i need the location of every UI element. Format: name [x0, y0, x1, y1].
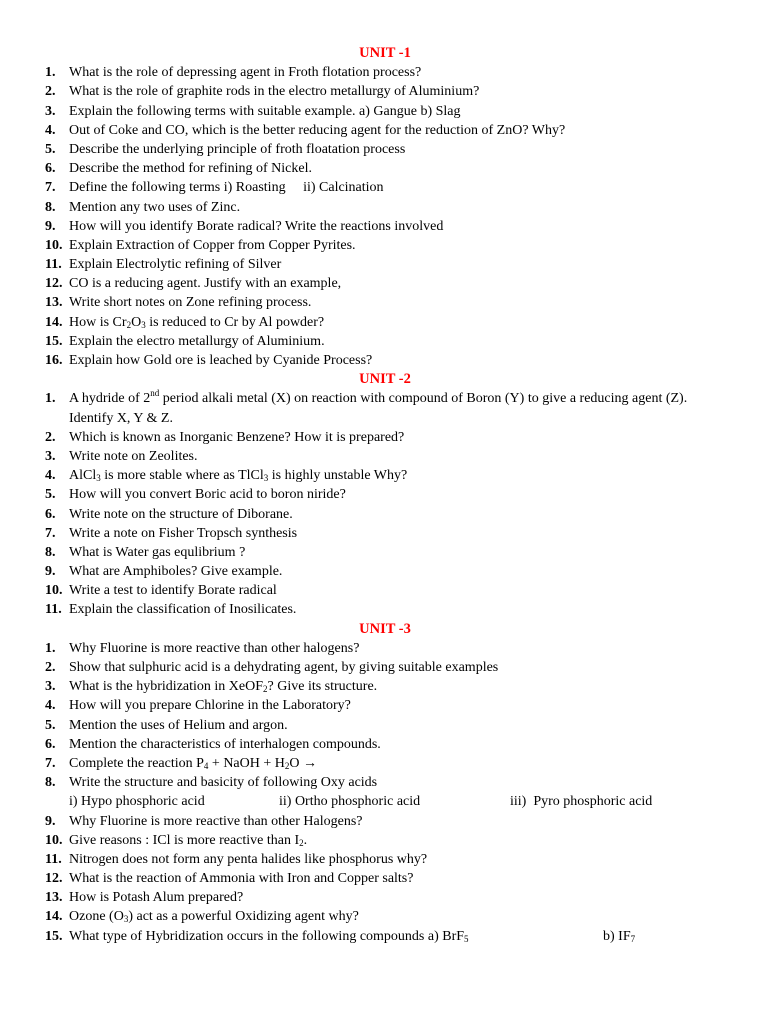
question-number: 4. — [45, 698, 56, 714]
question-text: What is the reaction of Ammonia with Iron and Copper salts? — [69, 871, 414, 887]
question-number: 11. — [45, 851, 62, 867]
question-text — [69, 313, 729, 332]
question-item — [0, 178, 768, 197]
question-text: How will you identify Borate radical? Write the reactions involved — [69, 218, 444, 234]
question-text: What are Amphiboles? Give example. — [69, 564, 283, 580]
subscript: 3 — [141, 319, 146, 330]
question-number: 1. — [45, 391, 56, 407]
sub-option: iii) Pyro phosphoric acid — [510, 794, 653, 810]
unit-heading: UNIT -1 — [359, 45, 411, 61]
question-item — [0, 63, 768, 82]
question-number: 13. — [45, 890, 63, 906]
question-text — [69, 831, 729, 850]
subscript: 3 — [263, 473, 269, 484]
question-number: 11. — [45, 257, 62, 273]
question-text: Write a note on Fisher Tropsch synthesis — [69, 525, 298, 541]
question-text: How will you prepare Chlorine in the Laboratory? — [69, 698, 351, 714]
question-text: Out of Coke and CO, which is the better reducing agent for the reduction of ZnO? Why? — [69, 122, 566, 138]
question-document — [0, 44, 768, 946]
question-text: Why Fluorine is more reactive than other halogens? — [69, 640, 360, 656]
question-number: 1. — [45, 640, 56, 656]
question-text: Show that sulphuric acid is a dehydrating agent, by giving suitable examples — [69, 660, 499, 676]
question-number: 9. — [45, 813, 56, 829]
question-text: Explain Extraction of Copper from Copper Pyrites. — [69, 237, 356, 253]
question-number: 10. — [45, 237, 63, 253]
question-item — [0, 658, 768, 677]
text-fragment: . — [303, 832, 308, 848]
subscript: 3 — [96, 473, 101, 484]
unit-heading: UNIT -2 — [359, 371, 411, 388]
question-item — [0, 907, 768, 926]
question-item — [0, 543, 768, 562]
subscript: 3 — [123, 914, 129, 925]
subscript: 2 — [284, 760, 290, 771]
question-item — [0, 524, 768, 543]
question-item — [0, 389, 768, 427]
question-text: CO is a reducing agent. Justify with an example, — [69, 276, 342, 292]
question-number: 10. — [45, 583, 63, 599]
question-item — [0, 274, 768, 293]
question-item — [0, 313, 768, 332]
question-item — [0, 121, 768, 140]
text-fragment: A hydride of 2 — [69, 391, 151, 407]
question-number: 2. — [45, 84, 56, 100]
question-text: Write short notes on Zone refining process. — [69, 295, 312, 311]
question-item — [0, 140, 768, 159]
question-number: 14. — [45, 314, 63, 330]
question-text: Write a test to identify Borate radical — [69, 583, 277, 599]
text-fragment: ) act as a powerful Oxidizing agent why? — [128, 909, 359, 925]
question-text: Mention any two uses of Zinc. — [69, 199, 241, 215]
subscript: 5 — [464, 933, 469, 944]
text-fragment: ? Give its structure. — [267, 679, 378, 695]
question-number: 12. — [45, 871, 63, 887]
question-number: 9. — [45, 218, 56, 234]
question-text — [69, 754, 729, 773]
unit-heading: UNIT -3 — [359, 620, 411, 637]
question-number: 5. — [45, 141, 56, 157]
subscript: 7 — [630, 933, 636, 944]
question-text — [69, 389, 729, 427]
text-fragment: O — [131, 314, 142, 330]
question-number: 3. — [45, 448, 56, 464]
question-text — [69, 677, 729, 696]
question-item — [0, 236, 768, 255]
question-text — [69, 466, 729, 485]
question-text: Mention the characteristics of interhalogen compounds. — [69, 736, 381, 752]
question-item — [0, 332, 768, 351]
question-text: Write note on Zeolites. — [69, 448, 198, 464]
question-text: Nitrogen does not form any penta halides like phosphorus why? — [69, 851, 428, 867]
question-number: 4. — [45, 468, 56, 484]
question-number: 7. — [45, 755, 56, 771]
question-item — [0, 735, 768, 754]
text-fragment: is highly unstable Why? — [268, 468, 408, 484]
question-text: Explain the electro metallurgy of Aluminium. — [69, 333, 325, 349]
question-number: 15. — [45, 333, 63, 349]
question-number: 5. — [45, 487, 56, 503]
superscript: nd — [150, 388, 160, 399]
question-number: 3. — [45, 103, 56, 119]
text-fragment: O → — [289, 755, 317, 771]
text-fragment: + NaOH + H — [208, 755, 285, 771]
question-text: Define the following terms i) Roasting ii) Calcination — [69, 180, 384, 196]
question-number: 14. — [45, 909, 63, 925]
subscript: 2 — [263, 684, 268, 695]
question-item — [0, 639, 768, 658]
question-text: Describe the underlying principle of froth floatation process — [69, 141, 406, 157]
question-item — [0, 773, 768, 792]
subscript: 2 — [299, 837, 304, 848]
text-fragment: Give reasons : ICl is more reactive than I — [69, 832, 300, 848]
question-number: 8. — [45, 199, 56, 215]
question-item — [0, 581, 768, 600]
question-text: How will you convert Boric acid to boron niride? — [69, 487, 346, 503]
question-number: 5. — [45, 717, 56, 733]
question-text: What is the role of graphite rods in the electro metallurgy of Aluminium? — [69, 84, 480, 100]
question-number: 6. — [45, 161, 56, 177]
text-fragment: How is Cr — [69, 314, 127, 330]
subscript: 2 — [126, 319, 132, 330]
question-number: 6. — [45, 736, 56, 752]
question-text: What is Water gas equlibrium ? — [69, 544, 246, 560]
question-text: Mention the uses of Helium and argon. — [69, 717, 288, 733]
question-item — [0, 505, 768, 524]
question-item — [0, 696, 768, 715]
question-item — [0, 850, 768, 869]
question-item — [0, 217, 768, 236]
text-fragment: is reduced to Cr by Al powder? — [145, 314, 325, 330]
question-number: 11. — [45, 602, 62, 618]
question-text — [69, 907, 729, 926]
question-text: Describe the method for refining of Nickel. — [69, 161, 312, 177]
question-item — [0, 351, 768, 370]
question-text: What is the role of depressing agent in Froth flotation process? — [69, 65, 422, 81]
question-text: Write the structure and basicity of following Oxy acids — [69, 775, 378, 791]
question-item — [0, 255, 768, 274]
question-item — [0, 812, 768, 831]
text-fragment: What is the hybridization in XeOF — [69, 679, 264, 695]
question-item — [0, 754, 768, 773]
question-text: Explain Electrolytic refining of Silver — [69, 257, 282, 273]
question-item — [0, 447, 768, 466]
question-item — [0, 888, 768, 907]
question-item — [0, 600, 768, 619]
sub-options-row — [0, 792, 768, 811]
text-fragment: AlCl — [69, 468, 97, 484]
question-number: 15. — [45, 928, 63, 944]
text-fragment: is more stable where as TlCl — [100, 468, 264, 484]
question-item — [0, 102, 768, 121]
question-item — [0, 293, 768, 312]
question-item — [0, 428, 768, 447]
question-item — [0, 716, 768, 735]
question-item — [0, 485, 768, 504]
question-text: How is Potash Alum prepared? — [69, 890, 244, 906]
question-number: 9. — [45, 564, 56, 580]
question-number: 13. — [45, 295, 63, 311]
question-number: 2. — [45, 660, 56, 676]
question-text: Explain how Gold ore is leached by Cyanide Process? — [69, 353, 373, 368]
question-text: Write note on the structure of Diborane. — [69, 506, 293, 522]
question-text: Which is known as Inorganic Benzene? How it is prepared? — [69, 429, 405, 445]
question-text: Why Fluorine is more reactive than other Halogens? — [69, 813, 363, 829]
sub-option: ii) Ortho phosphoric acid — [279, 794, 421, 810]
question-text: Explain the following terms with suitable example. a) Gangue b) Slag — [69, 103, 461, 119]
question-item — [0, 82, 768, 101]
question-number: 16. — [45, 353, 63, 368]
question-number: 8. — [45, 544, 56, 560]
question-number: 12. — [45, 276, 63, 292]
text-fragment: Complete the reaction P — [69, 755, 204, 771]
question-number: 10. — [45, 832, 63, 848]
subscript: 4 — [203, 760, 209, 771]
question-number: 8. — [45, 775, 56, 791]
question-text: Explain the classification of Inosilicates. — [69, 602, 297, 618]
question-number: 2. — [45, 429, 56, 445]
text-fragment: What type of Hybridization occurs in the following compounds a) BrF — [69, 928, 465, 944]
question-item — [0, 466, 768, 485]
text-fragment: period alkali metal (X) on reaction with compound of Boron (Y) to give a reducing agent (Z). Identify X, Y & Z. — [69, 391, 688, 426]
question-item — [0, 869, 768, 888]
question-item — [0, 198, 768, 217]
question-number: 7. — [45, 180, 56, 196]
sub-option: i) Hypo phosphoric acid — [69, 794, 205, 810]
text-fragment: Ozone (O — [69, 909, 124, 925]
question-number: 3. — [45, 679, 56, 695]
question-item — [0, 927, 768, 946]
option-b — [603, 927, 635, 946]
question-number: 1. — [45, 65, 56, 81]
question-item — [0, 677, 768, 696]
question-item — [0, 159, 768, 178]
text-fragment: b) IF — [603, 928, 631, 944]
question-number: 7. — [45, 525, 56, 541]
question-item — [0, 831, 768, 850]
question-number: 4. — [45, 122, 56, 138]
question-item — [0, 562, 768, 581]
question-number: 6. — [45, 506, 56, 522]
